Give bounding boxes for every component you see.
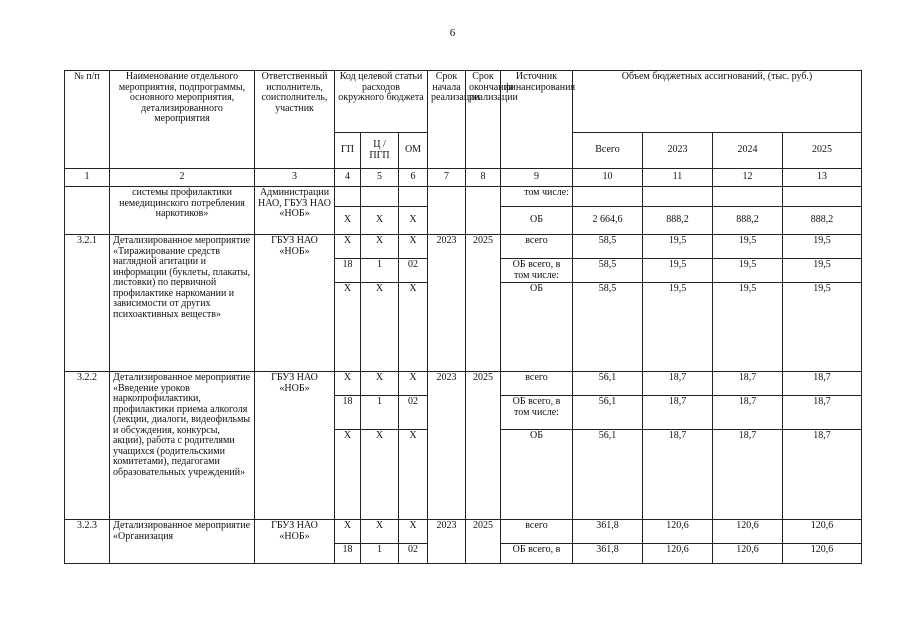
cell-total: 58,5 [573,235,643,259]
cell-2023: 19,5 [643,235,713,259]
column-number-row [65,169,862,187]
cell-num: 3.2.3 [65,520,110,564]
header-cpgp: Ц / ПГП [361,133,399,169]
cell-cpgp: 1 [361,396,399,430]
cell-2025 [783,187,862,207]
cell-2023: 18,7 [643,372,713,396]
colnum: 6 [399,169,428,187]
cell-source: ОБ [501,207,573,235]
cell-gp: Х [335,372,361,396]
cell-2023 [643,187,713,207]
colnum: 11 [643,169,713,187]
cell-2024: 888,2 [713,207,783,235]
cell-end: 2025 [466,520,501,564]
colnum: 10 [573,169,643,187]
budget-table [64,70,862,564]
cell-name: Детализированное мероприятие «Введение уроков наркопрофилактики, профилактики приема алкоголя (лекции, диалоги, видеофильмы и обсуждения, конкурсы, акции), работа с родителями учащихся (родительскими комитетами), педагогами образовательных учреждений» [110,372,255,520]
header-total: Всего [573,133,643,169]
cell-gp: 18 [335,544,361,564]
cell-start: 2023 [428,372,466,520]
colnum: 5 [361,169,399,187]
header-start: Срок начала реализации [428,71,466,169]
cell-source: всего [501,372,573,396]
cell-2024: 19,5 [713,235,783,259]
cell-2024: 19,5 [713,259,783,283]
cell-name: системы профилактики немедицинского потребления наркотиков» [110,187,255,235]
cell-2025: 120,6 [783,544,862,564]
cell-name: Детализированное мероприятие «Тиражирование средств наглядной агитации и информации (буклеты, плакаты, листовки) по первичной профилактике наркомании и зависимости от других психоактивных веществ» [110,235,255,372]
cell-total: 361,8 [573,544,643,564]
cell-2025: 19,5 [783,235,862,259]
header-name: Наименование отдельного мероприятия, подпрограммы, основного мероприятия, детализированного мероприятия [110,71,255,169]
cell-om: Х [399,207,428,235]
cell-2024: 19,5 [713,283,783,372]
colnum: 1 [65,169,110,187]
cell-2023: 888,2 [643,207,713,235]
cell-gp: Х [335,283,361,372]
cell-responsible: ГБУЗ НАО «НОБ» [255,520,335,564]
cell-2025: 18,7 [783,430,862,520]
header-row [65,71,862,133]
cell-source: ОБ всего, в том числе: [501,259,573,283]
cell-om: Х [399,430,428,520]
cell-cpgp: 1 [361,259,399,283]
cell-2024: 18,7 [713,372,783,396]
cell-cpgp: Х [361,283,399,372]
cell-om: 02 [399,544,428,564]
cell-gp: Х [335,207,361,235]
item-row [65,372,862,396]
cell-2025: 18,7 [783,372,862,396]
header-2023: 2023 [643,133,713,169]
cell-total [573,187,643,207]
header-2025: 2025 [783,133,862,169]
cell-gp: 18 [335,396,361,430]
colnum: 3 [255,169,335,187]
cell-om: 02 [399,259,428,283]
colnum: 8 [466,169,501,187]
cell-start: 2023 [428,520,466,564]
header-num: № п/п [65,71,110,169]
colnum: 7 [428,169,466,187]
cell-source: всего [501,235,573,259]
cell-om: 02 [399,396,428,430]
cell-2023: 18,7 [643,396,713,430]
cell-om: Х [399,283,428,372]
cell-start [428,187,466,235]
cell-end: 2025 [466,372,501,520]
cell-2024: 120,6 [713,544,783,564]
cell-2025: 888,2 [783,207,862,235]
cell-total: 58,5 [573,283,643,372]
cell-responsible: ГБУЗ НАО «НОБ» [255,235,335,372]
page-number: 6 [449,27,456,39]
cell-source: ОБ всего, в том числе: [501,396,573,430]
colnum: 9 [501,169,573,187]
cell-2023: 19,5 [643,283,713,372]
cell-2024 [713,187,783,207]
cell-cpgp: Х [361,235,399,259]
cell-name: Детализированное мероприятие «Организация [110,520,255,564]
cell-gp: 18 [335,259,361,283]
header-source: Источник финансирования [501,71,573,169]
cell-2023: 120,6 [643,520,713,544]
cell-source: том числе: [501,187,573,207]
cell-2025: 19,5 [783,283,862,372]
cell-source: ОБ всего, в [501,544,573,564]
cell-num: 3.2.1 [65,235,110,372]
cell-gp: Х [335,235,361,259]
header-responsible: Ответственный исполнитель, соисполнитель, участник [255,71,335,169]
cell-source: ОБ [501,430,573,520]
cell-source: всего [501,520,573,544]
colnum: 12 [713,169,783,187]
cell-om: Х [399,520,428,544]
cell-num [65,187,110,235]
cell-2025: 19,5 [783,259,862,283]
header-2024: 2024 [713,133,783,169]
cell-total: 2 664,6 [573,207,643,235]
cell-cpgp [361,187,399,207]
cell-total: 56,1 [573,430,643,520]
cell-responsible: ГБУЗ НАО «НОБ» [255,372,335,520]
cell-gp: Х [335,520,361,544]
cell-responsible: Администрации НАО, ГБУЗ НАО «НОБ» [255,187,335,235]
cell-gp [335,187,361,207]
cell-num: 3.2.2 [65,372,110,520]
cell-start: 2023 [428,235,466,372]
cell-end: 2025 [466,235,501,372]
header-volume: Объем бюджетных ассигнований, (тыс. руб.) [573,71,862,133]
cell-total: 56,1 [573,372,643,396]
cell-2024: 18,7 [713,396,783,430]
cell-om: Х [399,372,428,396]
cell-total: 361,8 [573,520,643,544]
continuation-row [65,187,862,207]
colnum: 2 [110,169,255,187]
cell-2024: 120,6 [713,520,783,544]
header-end: Срок окончания реализации [466,71,501,169]
header-gp: ГП [335,133,361,169]
cell-end [466,187,501,235]
cell-cpgp: Х [361,520,399,544]
cell-2023: 19,5 [643,259,713,283]
cell-om [399,187,428,207]
colnum: 13 [783,169,862,187]
header-code: Код целевой статьи расходов окружного бюджета [335,71,428,133]
cell-source: ОБ [501,283,573,372]
item-row [65,520,862,544]
item-row [65,235,862,259]
cell-cpgp: Х [361,207,399,235]
cell-2024: 18,7 [713,430,783,520]
cell-2025: 120,6 [783,520,862,544]
cell-cpgp: 1 [361,544,399,564]
cell-cpgp: Х [361,430,399,520]
cell-total: 58,5 [573,259,643,283]
cell-cpgp: Х [361,372,399,396]
colnum: 4 [335,169,361,187]
cell-2025: 18,7 [783,396,862,430]
cell-2023: 120,6 [643,544,713,564]
cell-2023: 18,7 [643,430,713,520]
cell-total: 56,1 [573,396,643,430]
cell-om: Х [399,235,428,259]
cell-gp: Х [335,430,361,520]
header-om: ОМ [399,133,428,169]
